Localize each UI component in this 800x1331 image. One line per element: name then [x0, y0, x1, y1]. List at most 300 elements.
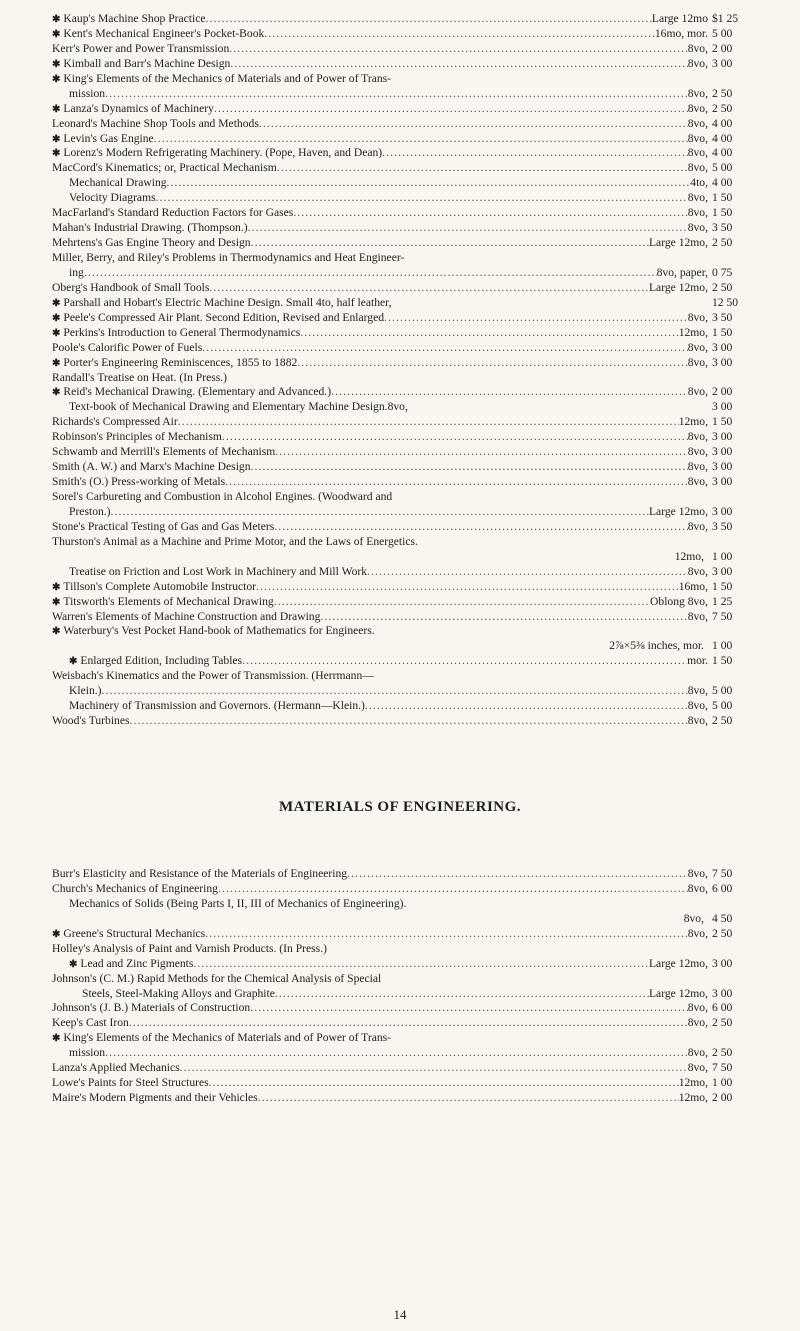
entry-format: 8vo, — [687, 86, 708, 100]
entry-title: Reid's Mechanical Drawing. (Elementary and Advanced.) — [63, 385, 332, 399]
entry-title: Stone's Practical Testing of Gas and Gas Meters — [52, 519, 275, 533]
book-entry — [0, 371, 800, 386]
dot-leader — [248, 221, 688, 236]
star-icon: ✱ — [52, 327, 61, 339]
entry-format: 12mo, — [678, 1076, 708, 1090]
book-entry — [0, 281, 800, 296]
dot-leader — [256, 580, 679, 595]
star-icon: ✱ — [52, 387, 61, 399]
entry-format: 8vo, — [687, 475, 708, 489]
dot-leader — [258, 1091, 679, 1106]
entry-price: 3 00 — [712, 400, 733, 414]
entry-text — [69, 266, 708, 281]
entry-price: 2 50 — [712, 236, 733, 250]
entry-text — [52, 12, 708, 27]
entry-format: 8vo, — [687, 206, 708, 220]
book-entry — [0, 27, 800, 42]
book-entry — [0, 385, 800, 400]
book-entry — [0, 176, 800, 191]
entry-title: Waterbury's Vest Pocket Hand-book of Mathematics for Engineers. — [63, 624, 375, 638]
entry-title: Klein.) — [69, 684, 102, 698]
entry-format: 12mo, — [678, 1091, 708, 1105]
entry-text — [52, 595, 708, 610]
entry-text — [52, 146, 708, 161]
entry-title: Greene's Structural Mechanics — [63, 926, 206, 940]
entry-text — [52, 1076, 708, 1091]
entry-text — [82, 987, 708, 1002]
star-icon: ✱ — [52, 148, 61, 160]
entry-text — [52, 1001, 708, 1016]
entry-text — [52, 1061, 708, 1076]
entry-title: Sorel's Carbureting and Combustion in Alcohol Engines. (Woodward and — [52, 490, 393, 503]
book-entry — [0, 535, 800, 550]
entry-title: Lanza's Dynamics of Machinery — [63, 101, 214, 115]
book-entry — [0, 684, 800, 699]
entry-text — [52, 27, 708, 42]
entry-format: 8vo, paper, — [656, 265, 708, 279]
dot-leader — [209, 1076, 679, 1091]
book-entry — [0, 42, 800, 57]
entry-format: 4to, — [690, 176, 708, 190]
entry-price: 1 50 — [712, 191, 733, 205]
entry-price: 3 00 — [712, 56, 733, 70]
entry-price: 2 00 — [712, 1091, 733, 1105]
entry-text — [69, 654, 708, 669]
dot-leader — [222, 430, 688, 445]
dot-leader — [156, 191, 688, 206]
entry-price: 7 50 — [712, 867, 733, 880]
dot-leader — [202, 341, 687, 356]
entry-price: 3 50 — [712, 221, 733, 235]
entry-price: 4 00 — [712, 131, 733, 145]
book-entry — [0, 72, 800, 87]
book-entry — [0, 415, 800, 430]
entry-text — [52, 415, 708, 430]
entry-title: Holley's Analysis of Paint and Varnish Products. (In Press.) — [52, 941, 327, 955]
book-entry — [0, 699, 800, 714]
book-entry — [0, 161, 800, 176]
book-entry — [0, 1076, 800, 1091]
book-entry — [0, 942, 800, 957]
entry-title: Keep's Cast Iron — [52, 1016, 129, 1030]
book-entry — [0, 550, 800, 565]
entry-text — [52, 972, 708, 987]
entry-title: Richards's Compressed Air — [52, 415, 178, 429]
book-entry — [0, 1046, 800, 1061]
book-entry — [0, 669, 800, 684]
entry-format: mor. — [687, 654, 708, 668]
entry-format: 8vo, — [687, 714, 708, 728]
book-entry — [0, 236, 800, 251]
entry-price: 2 50 — [712, 86, 733, 100]
entry-title: Warren's Elements of Machine Construction and Drawing — [52, 609, 321, 623]
entry-title: Kerr's Power and Power Transmission — [52, 41, 230, 55]
entry-format: 8vo, — [687, 684, 708, 698]
entry-title: Kent's Mechanical Engineer's Pocket-Book — [63, 26, 265, 40]
entry-title: mission — [69, 86, 106, 100]
book-entry — [0, 1031, 800, 1046]
engineering-book-list — [0, 12, 800, 729]
book-entry — [0, 957, 800, 972]
entry-format: 12mo, — [674, 549, 704, 563]
book-entry — [0, 580, 800, 595]
entry-price: 3 00 — [712, 445, 733, 459]
entry-text — [52, 221, 708, 236]
entry-format: Large 12mo, — [648, 986, 708, 1000]
entry-title: Schwamb and Merrill's Elements of Mechanism — [52, 445, 276, 459]
entry-title: Levin's Gas Engine — [63, 131, 154, 145]
entry-title: Randall's Treatise on Heat. (In Press.) — [52, 370, 228, 384]
entry-title: Church's Mechanics of Engineering — [52, 881, 218, 895]
dot-leader — [347, 867, 688, 882]
entry-price: 7 50 — [712, 609, 733, 623]
entry-price: 0 75 — [712, 265, 733, 279]
dot-leader — [297, 356, 687, 371]
entry-price: 2 00 — [712, 385, 733, 399]
book-entry — [0, 714, 800, 729]
book-entry — [0, 221, 800, 236]
entry-format: 16mo, mor. — [654, 26, 708, 40]
dot-leader — [275, 445, 687, 460]
entry-price: 4 00 — [712, 116, 733, 130]
entry-price: 3 00 — [712, 340, 733, 354]
entry-text — [52, 296, 708, 311]
book-entry — [0, 117, 800, 132]
entry-title: mission — [69, 1046, 106, 1060]
entry-format: Large 12mo, — [648, 280, 708, 294]
book-entry — [0, 341, 800, 356]
entry-text — [52, 371, 708, 386]
entry-format: 8vo, — [687, 191, 708, 205]
entry-price: 4 50 — [712, 911, 733, 925]
entry-text — [52, 475, 708, 490]
entry-format: 8vo, — [687, 146, 708, 160]
dot-leader — [105, 87, 688, 102]
entry-price: 5 00 — [712, 161, 733, 175]
dot-leader — [205, 927, 688, 942]
dot-leader — [178, 415, 679, 430]
entry-format: 8vo, — [687, 881, 708, 895]
entry-title: Oberg's Handbook of Small Tools — [52, 280, 210, 294]
dot-leader — [225, 475, 688, 490]
entry-title: Burr's Elasticity and Resistance of the Materials of Engineering — [52, 867, 348, 880]
dot-leader — [84, 266, 657, 281]
entry-text — [52, 942, 708, 957]
entry-price: 3 00 — [712, 986, 733, 1000]
entry-format: 8vo, — [687, 1001, 708, 1015]
entry-title: Lowe's Paints for Steel Structures — [52, 1076, 209, 1090]
entry-format: 8vo, — [687, 564, 708, 578]
entry-format: 8vo, — [687, 355, 708, 369]
dot-leader — [209, 281, 649, 296]
dot-leader — [154, 132, 688, 147]
entry-price: 2 50 — [712, 101, 733, 115]
entry-title: Kaup's Machine Shop Practice — [63, 12, 206, 25]
entry-price: 1 50 — [712, 654, 733, 668]
entry-format: 8vo, — [687, 340, 708, 354]
entry-text — [52, 251, 708, 266]
star-icon: ✱ — [52, 28, 61, 40]
entry-text — [52, 1091, 708, 1106]
dot-leader — [105, 1046, 688, 1061]
entry-text — [52, 1016, 708, 1031]
entry-title: Porter's Engineering Reminiscences, 1855 to 1882 — [63, 355, 298, 369]
entry-title: Parshall and Hobart's Electric Machine Design. Small 4to, half leather, — [63, 295, 392, 309]
entry-format: 8vo, — [687, 1046, 708, 1060]
book-entry — [0, 520, 800, 535]
book-entry — [0, 610, 800, 625]
entry-text — [69, 684, 708, 699]
entry-title: Smith (A. W.) and Marx's Machine Design — [52, 460, 251, 474]
entry-text — [52, 580, 708, 595]
dot-leader — [167, 176, 691, 191]
entry-text — [69, 1046, 708, 1061]
entry-text — [52, 520, 708, 535]
entry-format: 8vo, — [687, 101, 708, 115]
entry-title: Robinson's Principles of Mechanism — [52, 430, 222, 444]
dot-leader — [274, 520, 687, 535]
entry-format: 8vo, — [687, 161, 708, 175]
book-entry — [0, 897, 800, 912]
entry-price: 1 00 — [712, 1076, 733, 1090]
entry-price: 3 50 — [712, 519, 733, 533]
entry-text — [69, 505, 708, 520]
star-icon: ✱ — [52, 626, 61, 638]
book-entry — [0, 505, 800, 520]
book-entry — [0, 57, 800, 72]
entry-text — [52, 1031, 708, 1046]
entry-text — [52, 624, 708, 639]
entry-format: 12mo, — [678, 325, 708, 339]
book-entry — [0, 595, 800, 610]
entry-format: 8vo, — [687, 41, 708, 55]
entry-price: 1 50 — [712, 415, 733, 429]
book-entry — [0, 639, 800, 654]
entry-format: 8vo, — [687, 131, 708, 145]
entry-format: 8vo, — [687, 460, 708, 474]
entry-format: 8vo, — [687, 430, 708, 444]
entry-price: 2 50 — [712, 714, 733, 728]
book-entry — [0, 400, 800, 415]
entry-price: 12 50 — [712, 295, 739, 309]
entry-title: Preston.) — [69, 504, 111, 518]
entry-title: King's Elements of the Mechanics of Materials and of Power of Trans- — [63, 1031, 392, 1045]
entry-title: Smith's (O.) Press-working of Metals — [52, 475, 226, 489]
entry-text — [52, 385, 708, 400]
entry-title: Machinery of Transmission and Governors. (Hermann—Klein.) — [69, 699, 365, 713]
entry-price: 3 00 — [712, 504, 733, 518]
entry-text — [52, 132, 708, 147]
book-entry — [0, 654, 800, 669]
entry-text — [52, 356, 708, 371]
dot-leader — [300, 326, 678, 341]
entry-text — [52, 42, 708, 57]
entry-text — [69, 957, 708, 972]
entry-text — [52, 610, 708, 625]
entry-format: 8vo, — [387, 400, 408, 414]
entry-text — [69, 897, 708, 912]
entry-format: 8vo, — [683, 911, 704, 925]
star-icon: ✱ — [52, 357, 61, 369]
entry-format: Oblong 8vo, — [650, 594, 708, 608]
entry-text — [52, 445, 708, 460]
entry-format: 8vo, — [687, 221, 708, 235]
entry-title: Lorenz's Modern Refrigerating Machinery. (Pope, Haven, and Dean) — [63, 146, 383, 160]
dot-leader — [242, 654, 687, 669]
book-entry — [0, 882, 800, 897]
entry-price: 2 50 — [712, 1046, 733, 1060]
entry-text — [52, 57, 708, 72]
entry-text — [52, 326, 708, 341]
entry-text — [52, 102, 708, 117]
entry-price: 4 00 — [712, 176, 733, 190]
entry-title: Steels, Steel-Making Alloys and Graphite — [82, 986, 275, 1000]
dot-leader — [274, 595, 650, 610]
dot-leader — [206, 12, 652, 27]
entry-text — [52, 714, 708, 729]
entry-format: 8vo, — [687, 445, 708, 459]
entry-title: Johnson's (J. B.) Materials of Construction — [52, 1001, 251, 1015]
entry-format: Large 12mo, — [648, 504, 708, 518]
book-entry — [0, 12, 800, 27]
entry-text — [52, 927, 708, 942]
entry-text — [52, 281, 708, 296]
book-entry — [0, 565, 800, 580]
book-entry — [0, 356, 800, 371]
entry-format: 8vo, — [687, 609, 708, 623]
book-entry — [0, 1016, 800, 1031]
book-entry — [0, 490, 800, 505]
dot-leader — [250, 1001, 687, 1016]
book-entry — [0, 296, 800, 311]
book-entry — [0, 1091, 800, 1106]
entry-title: Poole's Calorific Power of Fuels — [52, 340, 203, 354]
dot-leader — [264, 27, 655, 42]
dot-leader — [214, 102, 688, 117]
entry-price: 6 00 — [712, 1001, 733, 1015]
entry-text — [52, 161, 708, 176]
star-icon: ✱ — [69, 958, 78, 970]
entry-title: MacCord's Kinematics; or, Practical Mechanism — [52, 161, 277, 175]
entry-price: 3 00 — [712, 355, 733, 369]
book-entry — [0, 1001, 800, 1016]
book-entry — [0, 430, 800, 445]
entry-price: 1 00 — [712, 549, 733, 563]
entry-text — [52, 460, 708, 475]
entry-title: Enlarged Edition, Including Tables — [80, 654, 243, 668]
book-entry — [0, 624, 800, 639]
star-icon: ✱ — [69, 656, 78, 668]
dot-leader — [384, 311, 688, 326]
entry-title: Mehrtens's Gas Engine Theory and Design — [52, 236, 251, 250]
entry-title: Treatise on Friction and Lost Work in Machinery and Mill Work — [69, 564, 368, 578]
page-number: 14 — [393, 1307, 407, 1322]
entry-title: Lanza's Applied Mechanics — [52, 1061, 180, 1075]
entry-price: 6 00 — [712, 881, 733, 895]
entry-price: 1 25 — [712, 594, 733, 608]
entry-price: 2 50 — [712, 926, 733, 940]
entry-format: 16mo, — [678, 579, 708, 593]
dot-leader — [259, 117, 688, 132]
book-entry — [0, 912, 800, 927]
book-entry — [0, 311, 800, 326]
entry-price: 3 00 — [712, 564, 733, 578]
book-entry — [0, 445, 800, 460]
book-entry — [0, 132, 800, 147]
entry-title: Kimball and Barr's Machine Design — [63, 56, 231, 70]
entry-text — [52, 236, 708, 251]
entry-price: 2 50 — [712, 1016, 733, 1030]
book-entry — [0, 475, 800, 490]
materials-book-list — [0, 867, 800, 1106]
entry-text — [52, 341, 708, 356]
entry-price: 1 00 — [712, 639, 733, 653]
entry-text — [69, 191, 708, 206]
book-entry — [0, 867, 800, 882]
entry-text — [69, 699, 708, 714]
book-entry — [0, 987, 800, 1002]
book-entry — [0, 87, 800, 102]
entry-text — [69, 87, 708, 102]
entry-price: 3 00 — [712, 430, 733, 444]
entry-format: 8vo, — [687, 926, 708, 940]
entry-title: Mahan's Industrial Drawing. (Thompson.) — [52, 221, 248, 235]
entry-title: ing — [69, 265, 84, 279]
entry-title: Leonard's Machine Shop Tools and Methods — [52, 116, 259, 130]
entry-price: 3 50 — [712, 310, 733, 324]
entry-title: King's Elements of the Mechanics of Materials and of Power of Trans- — [63, 71, 392, 85]
star-icon: ✱ — [52, 297, 61, 309]
entry-format: 8vo, — [687, 310, 708, 324]
entry-title: Titsworth's Elements of Mechanical Drawing — [63, 594, 274, 608]
entry-text — [52, 117, 708, 132]
entry-text — [52, 535, 708, 550]
star-icon: ✱ — [52, 312, 61, 324]
entry-price: 5 00 — [712, 699, 733, 713]
dot-leader — [367, 565, 688, 580]
dot-leader — [251, 236, 649, 251]
entry-text — [52, 882, 708, 897]
dot-leader — [293, 206, 687, 221]
star-icon: ✱ — [52, 596, 61, 608]
dot-leader — [365, 699, 688, 714]
entry-format: 8vo, — [687, 867, 708, 880]
entry-price: 7 50 — [712, 1061, 733, 1075]
book-entry — [0, 927, 800, 942]
entry-text — [52, 206, 708, 221]
entry-price: 2 50 — [712, 280, 733, 294]
entry-format: 8vo, — [687, 1061, 708, 1075]
entry-price: 3 00 — [712, 956, 733, 970]
dot-leader — [320, 610, 687, 625]
dot-leader — [230, 57, 687, 72]
entry-title: Wood's Turbines — [52, 714, 130, 728]
book-entry — [0, 206, 800, 221]
entry-title: Miller, Berry, and Riley's Problems in Thermodynamics and Heat Engineer- — [52, 251, 405, 264]
entry-format: 8vo, — [687, 1016, 708, 1030]
entry-format: Large 12mo, — [648, 956, 708, 970]
entry-title: MacFarland's Standard Reduction Factors for Gases — [52, 206, 294, 220]
entry-price: 5 00 — [712, 26, 733, 40]
entry-title: Johnson's (C. M.) Rapid Methods for the Chemical Analysis of Special — [52, 971, 382, 985]
entry-title: Lead and Zinc Pigments — [80, 956, 194, 970]
entry-format: 8vo, — [687, 116, 708, 130]
entry-format: 2⅞×5⅜ inches, mor. — [609, 639, 704, 653]
entry-price: 5 00 — [712, 684, 733, 698]
entry-text — [69, 400, 708, 415]
entry-format: 8vo, — [687, 385, 708, 399]
dot-leader — [102, 684, 688, 699]
